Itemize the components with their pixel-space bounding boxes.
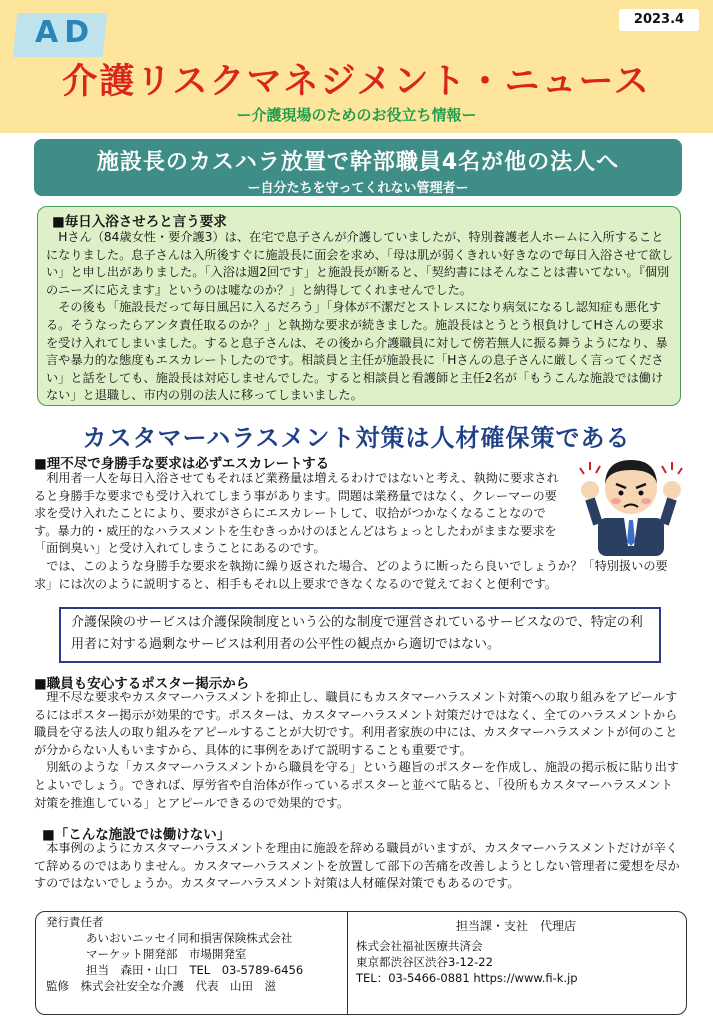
agent-contact: TEL：03-5466-0881 https://www.fi-k.jp [356, 971, 578, 985]
case-study-paragraph-1: Hさん（84歳女性・要介護3）は、在宅で息子さんが介護していましたが、特別養護老人ホームに入所することになりました。息子さんは入所後すぐに施設長に面会を求め、「母は肌が弱くきれい好きなので毎日入浴させて欲しい」と申し出がありました。「入浴は週2回です」と施設長が断ると、「契約書にはそんなことは書いてない。『個別のニーズに応えます』というのは嘘なのか？」と納得してくれませんでした。 [46, 230, 674, 297]
publisher-dept: マーケット開発部 市場開発室 [86, 947, 247, 961]
case-study-box [37, 206, 681, 406]
publisher-info [46, 914, 346, 994]
section3-body [34, 689, 684, 812]
publisher-company: あいおいニッセイ同和損害保険株式会社 [86, 931, 293, 945]
newsletter-title: 介護リスクマネジメント・ニュース [62, 62, 651, 102]
newsletter-subtitle: ー介護現場のためのお役立ち情報ー [236, 106, 477, 124]
agent-name: 株式会社福祉医療共済会 [356, 939, 483, 953]
supervisor-info: 監修 株式会社安全な介護 代表 山田 滋 [46, 979, 276, 993]
publisher-label: 発行責任者 [46, 915, 104, 929]
ad-badge-text: AD [35, 15, 96, 50]
section4-paragraph-1: 本事例のようにカスタマーハラスメントを理由に施設を辞める職員がいますが、カスタマーハラスメントだけが辛くて辞めるのではありません。カスタマーハラスメントを放置して部下の苦痛を改善しようとしない管理者に愛想を尽かすのではないでしょうか。カスタマーハラスメント対策は人材確保対策でもあるのです。 [34, 841, 680, 891]
section-title: カスタマーハラスメント対策は人材確保策である [82, 424, 631, 452]
footer-box [35, 911, 687, 1015]
agent-label: 担当課・支社 代理店 [455, 919, 576, 933]
publisher-contact: 担当 森田・山口 TEL 03-5789-6456 [86, 963, 304, 977]
section3-heading: ■職員も安心するポスター掲示から [34, 676, 250, 692]
section2-body [34, 470, 564, 558]
section2-body-continued [34, 558, 684, 593]
issue-date: 2023.4 [619, 9, 699, 31]
section4-heading: ■「こんな施設では働けない」 [42, 827, 231, 843]
section3-paragraph-2: 別紙のような「カスタマーハラスメントから職員を守る」という趣旨のポスターを作成し、施設の掲示板に貼り出すとよいでしょう。できれば、厚労省や自治体が作っているポスターと並べて貼ると、「役所もカスタマーハラスメント対策を推進している」とアピールできるので効果的です。 [34, 760, 679, 810]
section2-heading: ■理不尽で身勝手な要求は必ずエスカレートする [34, 456, 330, 472]
headline-banner [34, 139, 682, 196]
agent-info [356, 918, 676, 986]
headline-subtitle: ー自分たちを守ってくれない管理者ー [247, 181, 469, 196]
case-study-heading: ■毎日入浴させろと言う要求 [52, 214, 227, 230]
refusal-explanation-box: 介護保険のサービスは介護保険制度という公的な制度で運営されているサービスなので、特定の利用者に対する過剰なサービスは利用者の公平性の観点から適切ではない。 [59, 607, 661, 663]
section3-paragraph-1: 理不尽な要求やカスタマーハラスメントを抑止し、職員にもカスタマーハラスメント対策への取り組みをアピールするにはポスター掲示が効果的です。ポスターは、カスタマーハラスメント対策だけではなく、全てのハラスメントから職員を守る法人の取り組みをアピールすることが大切です。利用者家族の中には、カスタマーハラスメントが何のことが分からない人もいますから、具体的に事例をあげて説明することも重要です。 [34, 690, 678, 757]
agent-address: 東京都渋谷区渋谷3-12-22 [356, 955, 493, 969]
case-study-body [46, 229, 674, 405]
case-study-paragraph-2: その後も「施設長だって毎日風呂に入るだろう」「身体が不潔だとストレスになり病気になるし認知症も悪化する。そうなったらアンタ責任取るのか？」と執拗な要求が続きました。施設長はとうとう根負けしてHさんの要求を受け入れてしまいました。すると息子さんは、その後から介護職員に対して傍若無人に振る舞うようになり、暴言や暴力的な態度もエスカレートしたのです。相談員と主任が施設長に「Hさんの息子さんに厳しく言ってください」と話をしても、施設長は対応しませんでした。すると相談員と看護師と主任2名が「もうこんな施設では働けない」と退職し、市内の別の法人に移ってしまいました。 [46, 300, 668, 403]
section2-paragraph-1: 利用者一人を毎日入浴させてもそれほど業務量は増えるわけではないと考え、執拗に要求されると身勝手な要求でも受け入れてしまう事があります。問題は業務量ではなく、クレーマーの要求を受け入れたことにより、要求がさらにエスカレートして、収拾がつかなくなることなのです。暴力的・威圧的なハラスメントを生むきっかけのほとんどはちょっとしたわがままな要求を「面倒臭い」と受け入れてしまうことにあるのです。 [34, 471, 559, 556]
section4-body [34, 840, 684, 893]
footer-divider [347, 912, 348, 1014]
headline-title: 施設長のカスハラ放置で幹部職員4名が他の法人へ [96, 150, 620, 175]
frustrated-worker-illustration [576, 446, 686, 556]
header-banner [0, 0, 713, 133]
section2-paragraph-2: では、このような身勝手な要求を執拗に繰り返された場合、どのように断ったら良いでしょうか？「特別扱いの要求」には次のように説明すると、相手もそれ以上要求できなくなるので覚えておくと便利です。 [34, 559, 668, 591]
